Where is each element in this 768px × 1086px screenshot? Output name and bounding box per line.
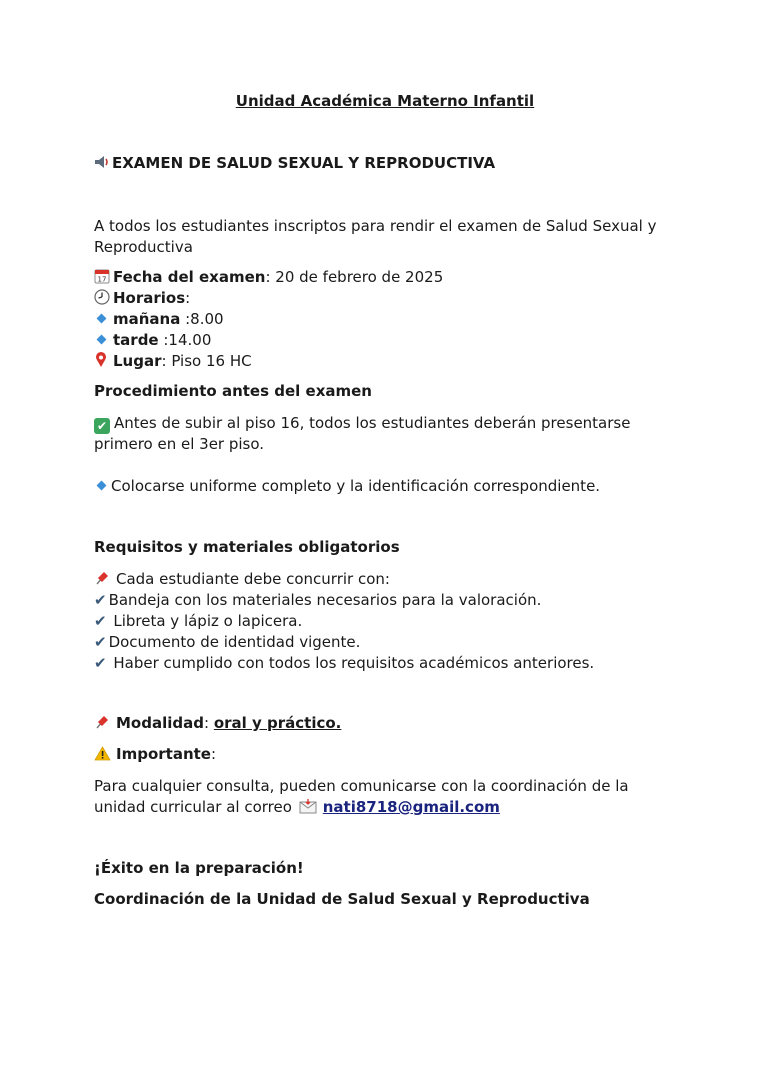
clock-icon — [94, 288, 113, 309]
list-item — [94, 590, 594, 611]
horarios-row — [94, 288, 443, 309]
modalidad-colon: : — [203, 714, 210, 732]
warning-icon — [94, 744, 116, 765]
requisitos-intro-row — [94, 569, 594, 590]
modalidad-row — [94, 713, 341, 734]
lugar-value: : Piso 16 HC — [161, 352, 252, 370]
list-item — [94, 611, 594, 632]
svg-text:17: 17 — [97, 275, 107, 284]
requisito-text: Libreta y lápiz o lapicera. — [108, 612, 303, 630]
pushpin-icon — [94, 713, 116, 734]
lugar-label: Lugar — [113, 352, 162, 370]
importante-line-2 — [94, 797, 629, 818]
fecha-label: Fecha del examen — [113, 268, 266, 286]
requisito-text: Documento de identidad vigente. — [108, 633, 361, 651]
tarde-value: :14.00 — [158, 331, 212, 349]
importante-row — [94, 744, 216, 765]
procedimiento-paragraph — [94, 413, 630, 455]
tarde-label: tarde — [113, 331, 159, 349]
blue-diamond-icon — [97, 314, 107, 324]
exam-heading — [94, 154, 495, 172]
document-title: Unidad Académica Materno Infantil — [235, 92, 535, 110]
exito-text: ¡Éxito en la preparación! — [94, 859, 304, 877]
procedimiento-text-3: Colocarse uniforme completo y la identificación correspondiente. — [111, 477, 601, 495]
tarde-row — [94, 330, 443, 351]
list-item — [94, 632, 594, 653]
importante-line-1: Para cualquier consulta, pueden comunicarse con la coordinación de la — [94, 777, 629, 795]
green-check-box-icon: ✔ — [94, 418, 110, 434]
importante-paragraph — [94, 776, 629, 818]
modalidad-value: oral y práctico. — [213, 714, 342, 732]
check-mark-icon: ✔ — [94, 633, 107, 651]
procedimiento-line-1 — [94, 413, 630, 434]
pushpin-icon — [94, 569, 116, 590]
blue-diamond-icon — [97, 335, 107, 345]
requisito-text: Bandeja con los materiales necesarios para la valoración. — [108, 591, 542, 609]
intro-line-1: A todos los estudiantes inscriptos para rendir el examen de Salud Sexual y — [94, 217, 657, 235]
check-mark-icon: ✔ — [94, 654, 107, 672]
horarios-colon: : — [185, 289, 191, 307]
procedimiento-line-2: primero en el 3er piso. — [94, 435, 265, 453]
importante-label: Importante — [116, 745, 211, 763]
signature-text: Coordinación de la Unidad de Salud Sexual y Reproductiva — [94, 890, 590, 908]
list-item — [94, 653, 594, 674]
blue-diamond-icon — [97, 481, 107, 491]
requisitos-intro: Cada estudiante debe concurrir con: — [116, 570, 390, 588]
manana-label: mañana — [113, 310, 181, 328]
exam-details — [94, 267, 443, 372]
intro-line-2: Reproductiva — [94, 238, 193, 256]
requisitos-heading: Requisitos y materiales obligatorios — [94, 538, 400, 556]
requisitos-list — [94, 569, 594, 674]
speaker-icon — [94, 154, 112, 172]
importante-text-2: unidad curricular al correo — [94, 798, 292, 816]
email-link[interactable]: nati8718@gmail.com — [322, 798, 500, 816]
fecha-value: : 20 de febrero de 2025 — [265, 268, 444, 286]
procedimiento-heading: Procedimiento antes del examen — [94, 382, 372, 400]
importante-colon: : — [210, 745, 217, 763]
modalidad-label: Modalidad — [116, 714, 204, 732]
envelope-icon — [299, 797, 317, 818]
intro-paragraph — [94, 216, 656, 258]
round-pin-icon — [94, 351, 113, 372]
calendar-icon — [94, 267, 113, 288]
manana-value: :8.00 — [180, 310, 224, 328]
check-mark-icon: ✔ — [94, 591, 107, 609]
exam-title: EXAMEN DE SALUD SEXUAL Y REPRODUCTIVA — [112, 154, 496, 172]
manana-row — [94, 309, 443, 330]
horarios-label: Horarios — [113, 289, 186, 307]
requisito-text: Haber cumplido con todos los requisitos académicos anteriores. — [108, 654, 595, 672]
lugar-row — [94, 351, 443, 372]
fecha-row — [94, 267, 443, 288]
check-mark-icon: ✔ — [94, 612, 107, 630]
procedimiento-text-1: Antes de subir al piso 16, todos los estudiantes deberán presentarse — [114, 414, 631, 432]
procedimiento-uniform — [94, 476, 600, 497]
